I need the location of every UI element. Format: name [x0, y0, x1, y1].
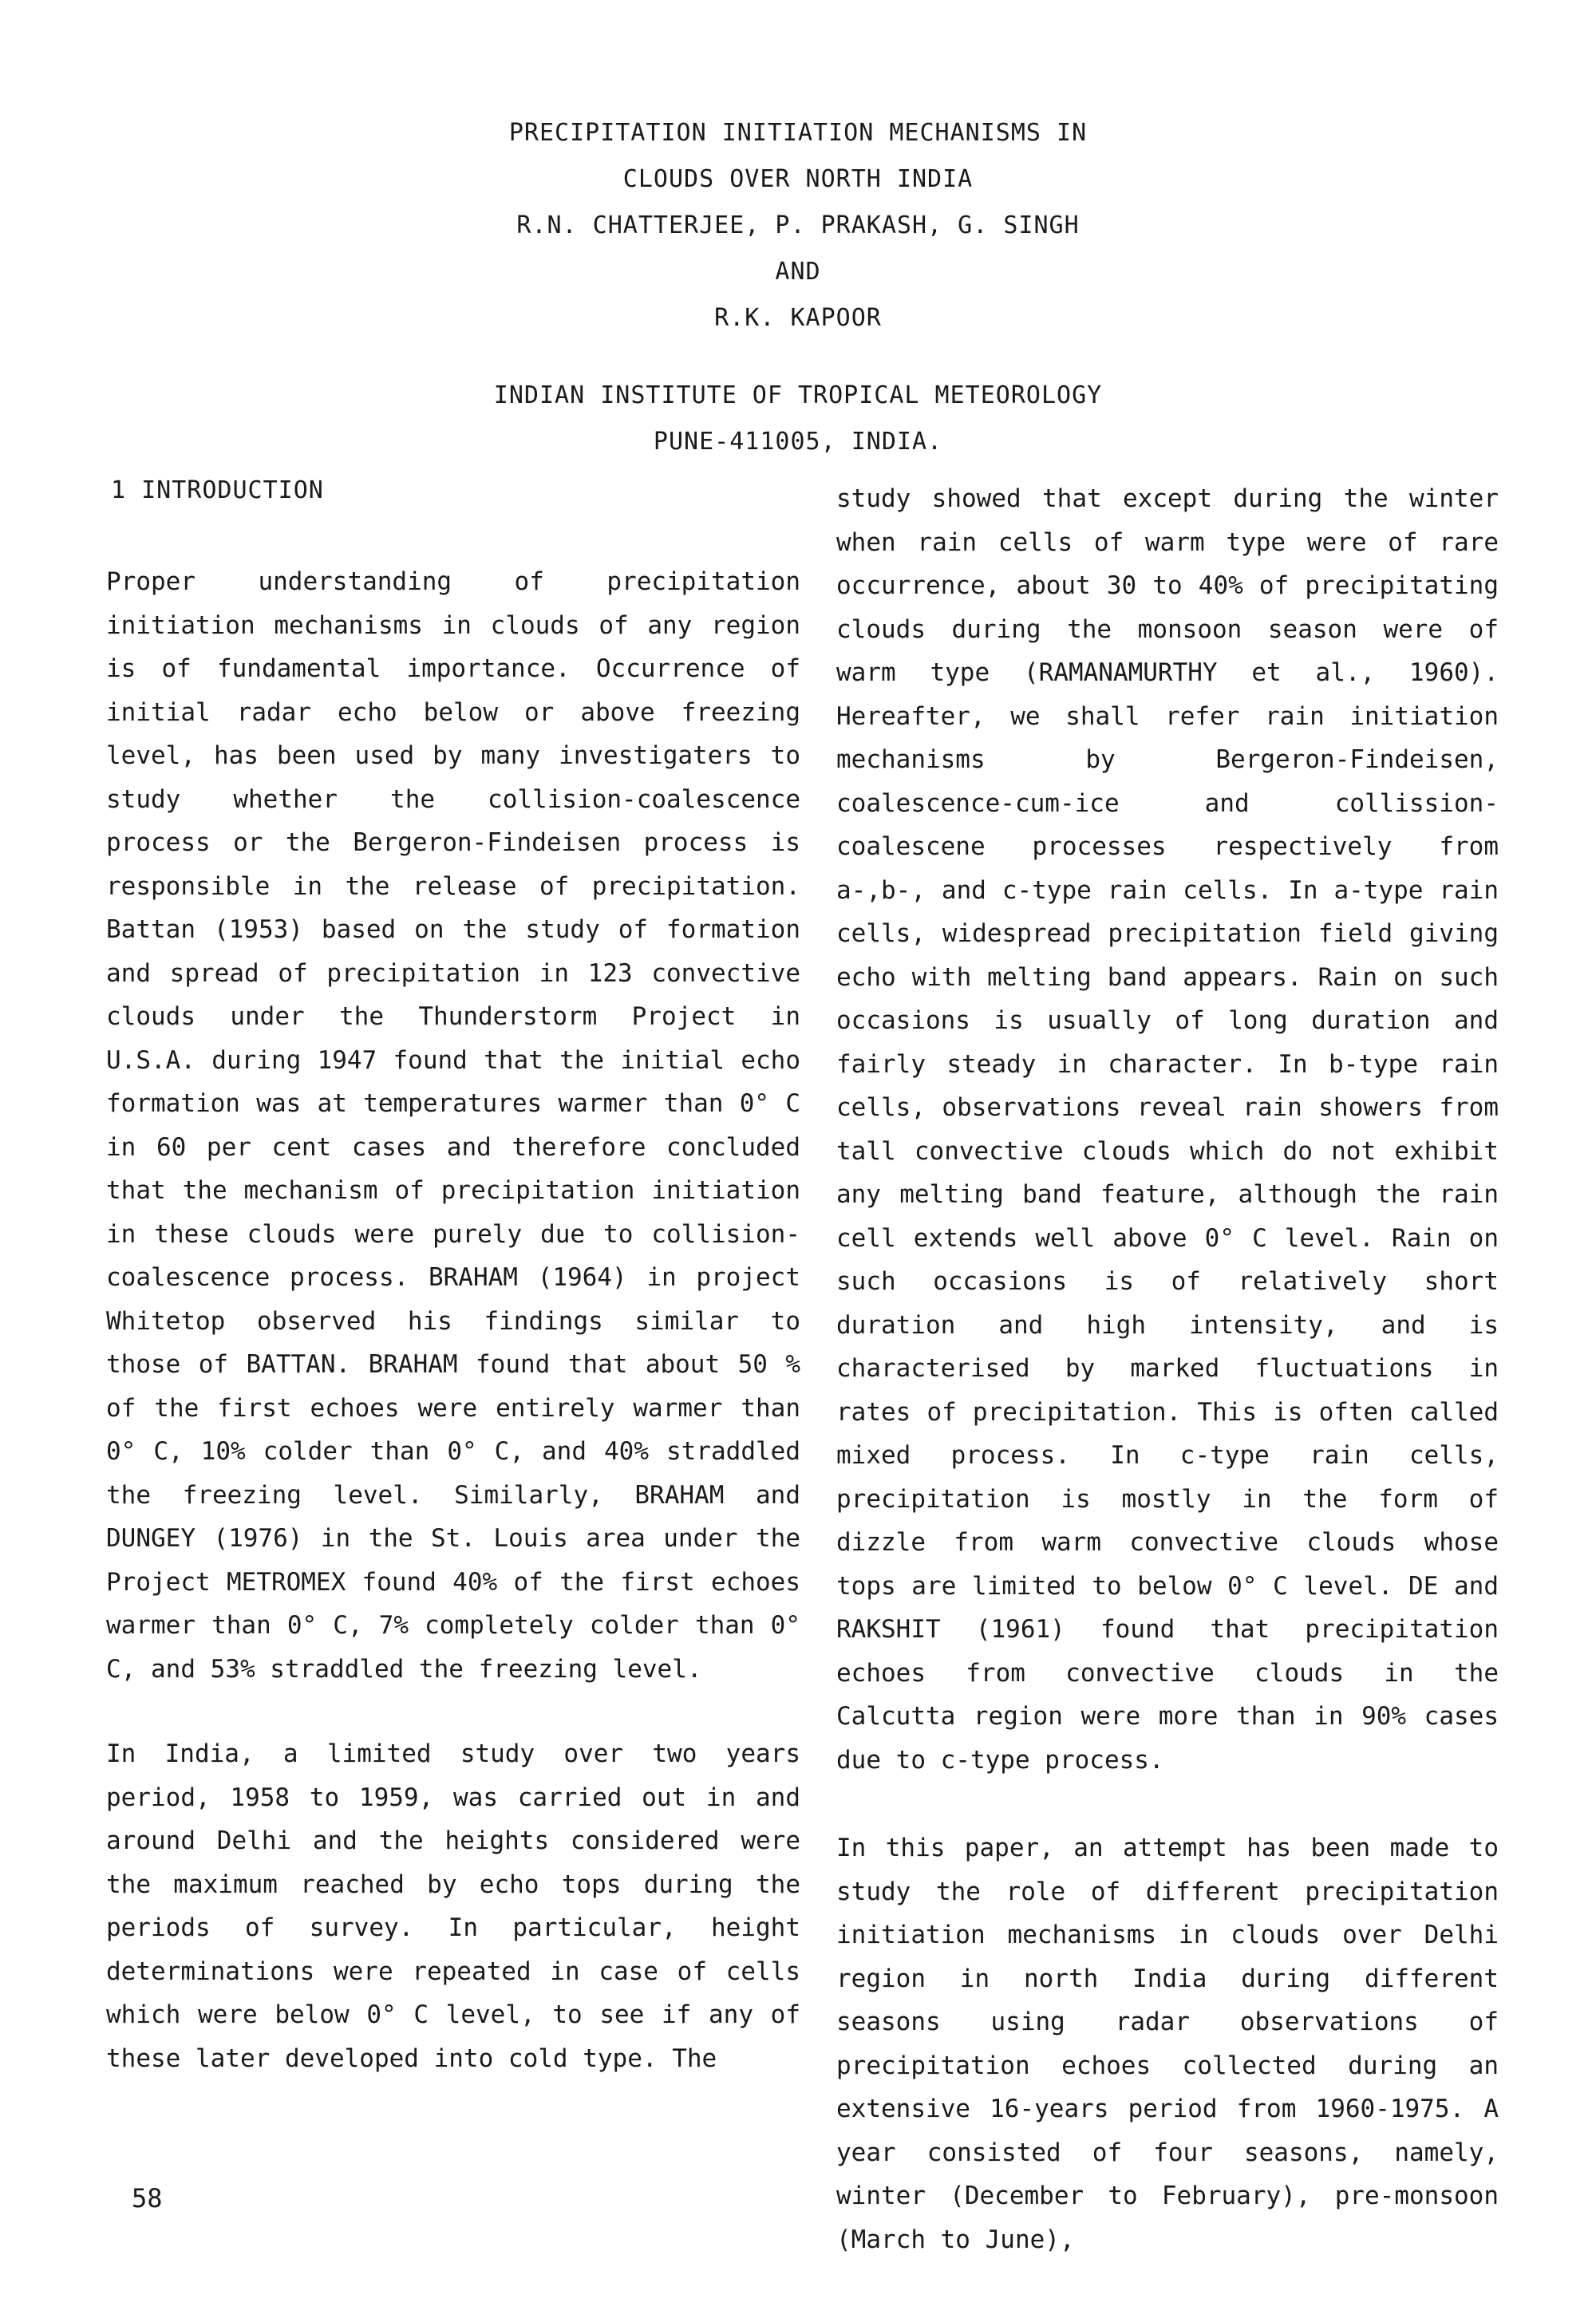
right-paragraph-1: study showed that except during the winter when rain cells of warm type were of rare occurrence, about 30 to 40% of precipitating clouds during the monsoon season were of warm type (RAMANAMURTHY et al., 1960). Hereafter, we shall refer rain initiation mechanisms by Bergeron-Findeisen, coalescence-cum-ice and collission-coalescene processes respectively from a-,b-, and c-type rain cells. In a-type rain cells, widespread precipitation field giving echo with melting band appears. Rain on such occasions is usually of long duration and fairly steady in character. In b-type rain cells, observations reveal rain showers from tall convective clouds which do not exhibit any melting band feature, although the rain cell extends well above 0° C level. Rain on such occasions is of relatively short duration and high intensity, and is characterised by marked fluctuations in rates of precipitation. This is often called mixed process. In c-type rain cells, precipitation is mostly in the form of dizzle from warm convective clouds whose tops are limited to below 0° C level. DE and RAKSHIT (1961) found that precipitation echoes from convective clouds in the Calcutta region were more than in 90% cases due to c-type process.	[836, 484, 1499, 1775]
section-heading-introduction: 1 INTRODUCTION	[111, 476, 324, 504]
right-column	[836, 477, 1499, 2306]
right-paragraph-2: In this paper, an attempt has been made to study the role of different precipitation initiation mechanisms in clouds over Delhi region in north India during different seasons using radar observations of precipitation echoes collected during an extensive 16-years period from 1960-1975. A year consisted of four seasons, namely, winter (December to February), pre-monsoon (March to June),	[836, 1834, 1499, 2254]
institute-address: PUNE-411005, INDIA.	[653, 428, 943, 456]
paper-title-line-2: CLOUDS OVER NORTH INDIA	[622, 165, 974, 193]
paper-title-block	[0, 110, 1596, 342]
left-column	[106, 469, 800, 2122]
institute-name: INDIAN INSTITUTE OF TROPICAL METEOROLOGY	[493, 381, 1103, 409]
authors-line: R.N. CHATTERJEE, P. PRAKASH, G. SINGH	[516, 211, 1080, 239]
left-paragraph-2: In India, a limited study over two years period, 1958 to 1959, was carried out in and around Delhi and the heights considered were the maximum reached by echo tops during the periods of survey. In particular, height determinations were repeated in case of cells which were below 0° C level, to see if any of these later developed into cold type. The	[106, 1739, 800, 2073]
authors-last: R.K. KAPOOR	[714, 304, 882, 332]
affiliation-block	[0, 373, 1596, 465]
paper-title-line-1: PRECIPITATION INITIATION MECHANISMS IN	[508, 119, 1088, 147]
authors-conjunction: AND	[775, 258, 821, 286]
page-number: 58	[132, 2183, 163, 2213]
left-paragraph-1: Proper understanding of precipitation initiation mechanisms in clouds of any region is of fundamental importance. Occurrence of initial radar echo below or above freezing level, has been used by many investigaters to study whether the collision-coalescence process or the Bergeron-Findeisen process is responsible in the release of precipitation. Battan (1953) based on the study of formation and spread of precipitation in 123 convective clouds under the Thunderstorm Project in U.S.A. during 1947 found that the initial echo formation was at temperatures warmer than 0° C in 60 per cent cases and therefore concluded that the mechanism of precipitation initiation in these clouds were purely due to collision-coalescence process. BRAHAM (1964) in project Whitetop observed his findings similar to those of BATTAN. BRAHAM found that about 50 % of the first echoes were entirely warmer than 0° C, 10% colder than 0° C, and 40% straddled the freezing level. Similarly, BRAHAM and DUNGEY (1976) in the St. Louis area under the Project METROMEX found 40% of the first echoes warmer than 0° C, 7% completely colder than 0° C, and 53% straddled the freezing level.	[106, 567, 800, 1684]
